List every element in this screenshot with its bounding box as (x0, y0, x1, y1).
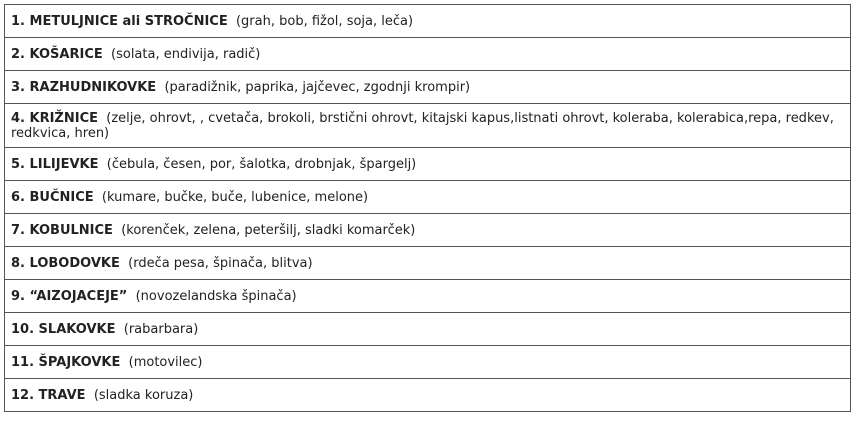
table-row (5, 38, 851, 71)
family-plants: (rdeča pesa, špinača, blitva) (128, 255, 313, 271)
table-cell (5, 148, 851, 181)
table-cell (5, 280, 851, 313)
table-cell (5, 71, 851, 104)
table-row (5, 313, 851, 346)
family-plants: (korenček, zelena, peteršilj, sladki komarček) (121, 222, 416, 238)
plant-families-table-container (4, 4, 851, 412)
table-row (5, 71, 851, 104)
table-cell (5, 313, 851, 346)
family-plants: (sladka koruza) (93, 387, 194, 403)
table-cell (5, 104, 851, 148)
family-name: 4. KRIŽNICE (11, 110, 98, 126)
table-row (5, 214, 851, 247)
family-name: 3. RAZHUDNIKOVKE (11, 79, 157, 95)
table-row (5, 5, 851, 38)
family-name: 12. TRAVE (11, 387, 86, 403)
family-name: 1. METULJNICE ali STROČNICE (11, 13, 228, 29)
family-name: 7. KOBULNICE (11, 222, 113, 238)
table-row (5, 148, 851, 181)
table-cell (5, 38, 851, 71)
family-plants: (motovilec) (128, 354, 203, 370)
plant-families-table (4, 4, 851, 412)
family-name: 11. ŠPAJKOVKE (11, 354, 121, 370)
table-row (5, 379, 851, 412)
table-row (5, 181, 851, 214)
family-name: 8. LOBODOVKE (11, 255, 120, 271)
family-plants: (rabarbara) (123, 321, 199, 337)
family-plants: (čebula, česen, por, šalotka, drobnjak, špargelj) (106, 156, 417, 172)
family-plants: (kumare, bučke, buče, lubenice, melone) (101, 189, 369, 205)
table-cell (5, 346, 851, 379)
table-cell (5, 5, 851, 38)
table-row (5, 104, 851, 148)
table-cell (5, 247, 851, 280)
family-name: 2. KOŠARICE (11, 46, 103, 62)
table-cell (5, 379, 851, 412)
family-plants: (novozelandska špinača) (135, 288, 297, 304)
family-plants: (grah, bob, fižol, soja, leča) (235, 13, 414, 29)
family-name: 9. “AIZOJACEJE” (11, 288, 128, 304)
family-plants: (paradižnik, paprika, jajčevec, zgodnji krompir) (164, 79, 471, 95)
table-row (5, 346, 851, 379)
table-row (5, 280, 851, 313)
table-row (5, 247, 851, 280)
table-cell (5, 181, 851, 214)
family-plants: (solata, endivija, radič) (111, 46, 261, 62)
family-name: 5. LILIJEVKE (11, 156, 99, 172)
table-cell (5, 214, 851, 247)
family-name: 10. SLAKOVKE (11, 321, 116, 337)
family-name: 6. BUČNICE (11, 189, 94, 205)
family-plants: (zelje, ohrovt, , cvetača, brokoli, brstični ohrovt, kitajski kapus,listnati ohrovt, koleraba, kolerabica,repa, redkev, redkvica, hren) (11, 110, 834, 141)
